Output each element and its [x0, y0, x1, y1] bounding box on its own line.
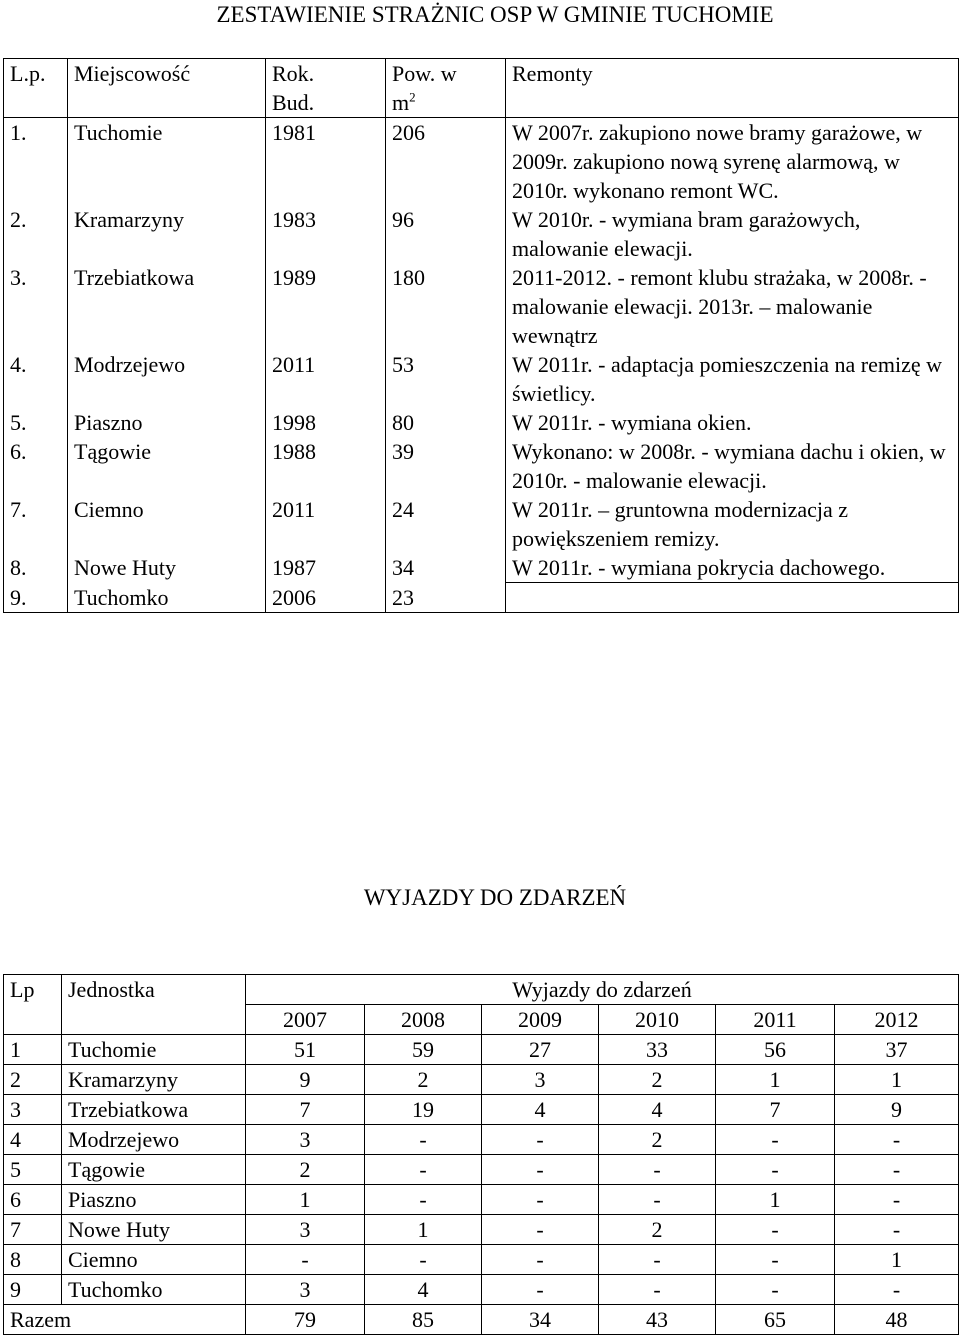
cell-value: - [246, 1245, 365, 1275]
cell-value: - [835, 1185, 959, 1215]
cell-value: 65 [716, 1305, 835, 1335]
table-row [4, 1155, 959, 1185]
table-row [4, 205, 959, 263]
cell-remonty: W 2011r. – gruntowna modernizacja z powiększeniem remizy. [506, 495, 959, 553]
cell-value: - [482, 1215, 599, 1245]
cell-pow: 206 [386, 118, 506, 206]
fire-stations-title: ZESTAWIENIE STRAŻNIC OSP W GMINIE TUCHOMIE [216, 2, 774, 27]
cell-remonty: W 2011r. - wymiana pokrycia dachowego. [506, 553, 959, 583]
table-row [4, 437, 959, 495]
cell-lp: 5 [4, 1155, 62, 1185]
cell-value: 3 [482, 1065, 599, 1095]
cell-lp: 7. [4, 495, 68, 553]
cell-value: 19 [365, 1095, 482, 1125]
cell-rok: 2011 [266, 495, 386, 553]
cell-miejscowosc: Piaszno [68, 408, 266, 437]
cell-miejscowosc: Modrzejewo [68, 350, 266, 408]
cell-value: - [482, 1125, 599, 1155]
cell-value: - [835, 1275, 959, 1305]
table-row [4, 1185, 959, 1215]
cell-lp: 3. [4, 263, 68, 350]
cell-pow: 53 [386, 350, 506, 408]
cell-value: 9 [246, 1065, 365, 1095]
cell-remonty: W 2011r. - adaptacja pomieszczenia na remizę w świetlicy. [506, 350, 959, 408]
cell-value: 48 [835, 1305, 959, 1335]
cell-value: 59 [365, 1035, 482, 1065]
cell-pow: 180 [386, 263, 506, 350]
cell-pow: 34 [386, 553, 506, 583]
cell-value: 2 [599, 1215, 716, 1245]
incidents-title: WYJAZDY DO ZDARZEŃ [363, 885, 627, 910]
cell-jednostka: Tuchomko [62, 1275, 246, 1305]
cell-lp: 8 [4, 1245, 62, 1275]
header-miejscowosc: Miejscowość [68, 59, 266, 118]
cell-value: - [365, 1185, 482, 1215]
cell-value: 9 [835, 1095, 959, 1125]
cell-jednostka: Kramarzyny [62, 1065, 246, 1095]
table-row [4, 1215, 959, 1245]
header-year: 2008 [365, 1005, 482, 1035]
table-row [4, 1035, 959, 1065]
cell-pow: 80 [386, 408, 506, 437]
cell-miejscowosc: Tągowie [68, 437, 266, 495]
cell-miejscowosc: Tuchomko [68, 583, 266, 613]
cell-jednostka: Piaszno [62, 1185, 246, 1215]
cell-value: 43 [599, 1305, 716, 1335]
cell-value: 1 [716, 1065, 835, 1095]
cell-value: 1 [835, 1065, 959, 1095]
incidents-table [3, 974, 959, 1335]
cell-lp: 6 [4, 1185, 62, 1215]
cell-value: - [716, 1245, 835, 1275]
cell-value: 7 [716, 1095, 835, 1125]
cell-jednostka: Tuchomie [62, 1035, 246, 1065]
cell-lp: 1 [4, 1035, 62, 1065]
cell-pow: 23 [386, 583, 506, 613]
header-year: 2007 [246, 1005, 365, 1035]
table-row [4, 1125, 959, 1155]
cell-value: - [599, 1245, 716, 1275]
header-remonty: Remonty [506, 59, 959, 118]
header-pow: Pow. w $m^2$ [386, 59, 506, 118]
table-row [4, 1095, 959, 1125]
cell-rok: 1983 [266, 205, 386, 263]
cell-lp: 4 [4, 1125, 62, 1155]
header-rok: Rok. Bud. [266, 59, 386, 118]
cell-value: 1 [835, 1245, 959, 1275]
cell-value: 34 [482, 1305, 599, 1335]
cell-miejscowosc: Trzebiatkowa [68, 263, 266, 350]
table-row [4, 350, 959, 408]
cell-miejscowosc: Nowe Huty [68, 553, 266, 583]
cell-value: 7 [246, 1095, 365, 1125]
cell-value: - [835, 1125, 959, 1155]
header-year: 2012 [835, 1005, 959, 1035]
cell-rok: 1988 [266, 437, 386, 495]
cell-value: 4 [482, 1095, 599, 1125]
cell-value: 33 [599, 1035, 716, 1065]
table-row [4, 1275, 959, 1305]
cell-value: 2 [599, 1065, 716, 1095]
cell-rok: 1981 [266, 118, 386, 206]
table-row [4, 1065, 959, 1095]
cell-jednostka: Nowe Huty [62, 1215, 246, 1245]
cell-value: 4 [599, 1095, 716, 1125]
cell-value: - [716, 1215, 835, 1245]
cell-value: - [482, 1275, 599, 1305]
header-lp: L.p. [4, 59, 68, 118]
cell-pow: 24 [386, 495, 506, 553]
cell-lp: 9 [4, 1275, 62, 1305]
cell-remonty: W 2010r. - wymiana bram garażowych, malowanie elewacji. [506, 205, 959, 263]
cell-jednostka: Ciemno [62, 1245, 246, 1275]
cell-lp: 2 [4, 1065, 62, 1095]
table-row [4, 583, 959, 613]
header-year: 2009 [482, 1005, 599, 1035]
cell-miejscowosc: Ciemno [68, 495, 266, 553]
cell-value: - [599, 1155, 716, 1185]
cell-value: 56 [716, 1035, 835, 1065]
cell-pow: 96 [386, 205, 506, 263]
header-jednostka: Jednostka [62, 975, 246, 1035]
cell-jednostka: Trzebiatkowa [62, 1095, 246, 1125]
table-row [4, 1245, 959, 1275]
cell-lp: 7 [4, 1215, 62, 1245]
cell-value: - [482, 1245, 599, 1275]
header-year: 2010 [599, 1005, 716, 1035]
fire-stations-table [3, 58, 959, 613]
table-header-row [4, 59, 959, 118]
header-wyjazdy: Wyjazdy do zdarzeń [246, 975, 959, 1005]
cell-value: - [835, 1215, 959, 1245]
cell-value: - [365, 1245, 482, 1275]
header-year: 2011 [716, 1005, 835, 1035]
cell-rok: 2011 [266, 350, 386, 408]
cell-value: 2 [246, 1155, 365, 1185]
table-row [4, 553, 959, 583]
cell-value: - [716, 1125, 835, 1155]
cell-value: - [716, 1275, 835, 1305]
cell-value: 4 [365, 1275, 482, 1305]
cell-value: 3 [246, 1215, 365, 1245]
cell-total-label: Razem [4, 1305, 246, 1335]
cell-value: 3 [246, 1125, 365, 1155]
cell-lp: 4. [4, 350, 68, 408]
cell-lp: 6. [4, 437, 68, 495]
table-header-row [4, 975, 959, 1005]
table-row [4, 408, 959, 437]
header-lp: Lp [4, 975, 62, 1035]
cell-value: 1 [365, 1215, 482, 1245]
cell-rok: 1998 [266, 408, 386, 437]
cell-value: 79 [246, 1305, 365, 1335]
cell-value: 1 [246, 1185, 365, 1215]
cell-lp: 3 [4, 1095, 62, 1125]
cell-value: - [835, 1155, 959, 1185]
cell-pow: 39 [386, 437, 506, 495]
cell-value: - [599, 1185, 716, 1215]
cell-rok: 1989 [266, 263, 386, 350]
cell-value: 1 [716, 1185, 835, 1215]
cell-remonty [506, 583, 959, 613]
cell-value: 2 [365, 1065, 482, 1095]
cell-rok: 2006 [266, 583, 386, 613]
cell-remonty: Wykonano: w 2008r. - wymiana dachu i okien, w 2010r. - malowanie elewacji. [506, 437, 959, 495]
cell-value: - [482, 1185, 599, 1215]
cell-value: 3 [246, 1275, 365, 1305]
cell-value: - [599, 1275, 716, 1305]
cell-value: 51 [246, 1035, 365, 1065]
cell-value: 85 [365, 1305, 482, 1335]
total-row [4, 1305, 959, 1335]
cell-jednostka: Tągowie [62, 1155, 246, 1185]
cell-remonty: 2011-2012. - remont klubu strażaka, w 2008r. - malowanie elewacji. 2013r. – malowanie wewnątrz [506, 263, 959, 350]
cell-value: - [365, 1125, 482, 1155]
cell-lp: 5. [4, 408, 68, 437]
cell-lp: 2. [4, 205, 68, 263]
cell-value: - [482, 1155, 599, 1185]
cell-value: 37 [835, 1035, 959, 1065]
cell-miejscowosc: Tuchomie [68, 118, 266, 206]
cell-rok: 1987 [266, 553, 386, 583]
cell-lp: 9. [4, 583, 68, 613]
cell-value: - [716, 1155, 835, 1185]
cell-miejscowosc: Kramarzyny [68, 205, 266, 263]
cell-value: 2 [599, 1125, 716, 1155]
cell-remonty: W 2007r. zakupiono nowe bramy garażowe, w 2009r. zakupiono nową syrenę alarmową, w 2010r. wykonano remont WC. [506, 118, 959, 206]
cell-lp: 8. [4, 553, 68, 583]
cell-remonty: W 2011r. - wymiana okien. [506, 408, 959, 437]
cell-value: 27 [482, 1035, 599, 1065]
cell-value: - [365, 1155, 482, 1185]
cell-lp: 1. [4, 118, 68, 206]
table-row [4, 118, 959, 206]
cell-jednostka: Modrzejewo [62, 1125, 246, 1155]
table-row [4, 263, 959, 350]
table-row [4, 495, 959, 553]
